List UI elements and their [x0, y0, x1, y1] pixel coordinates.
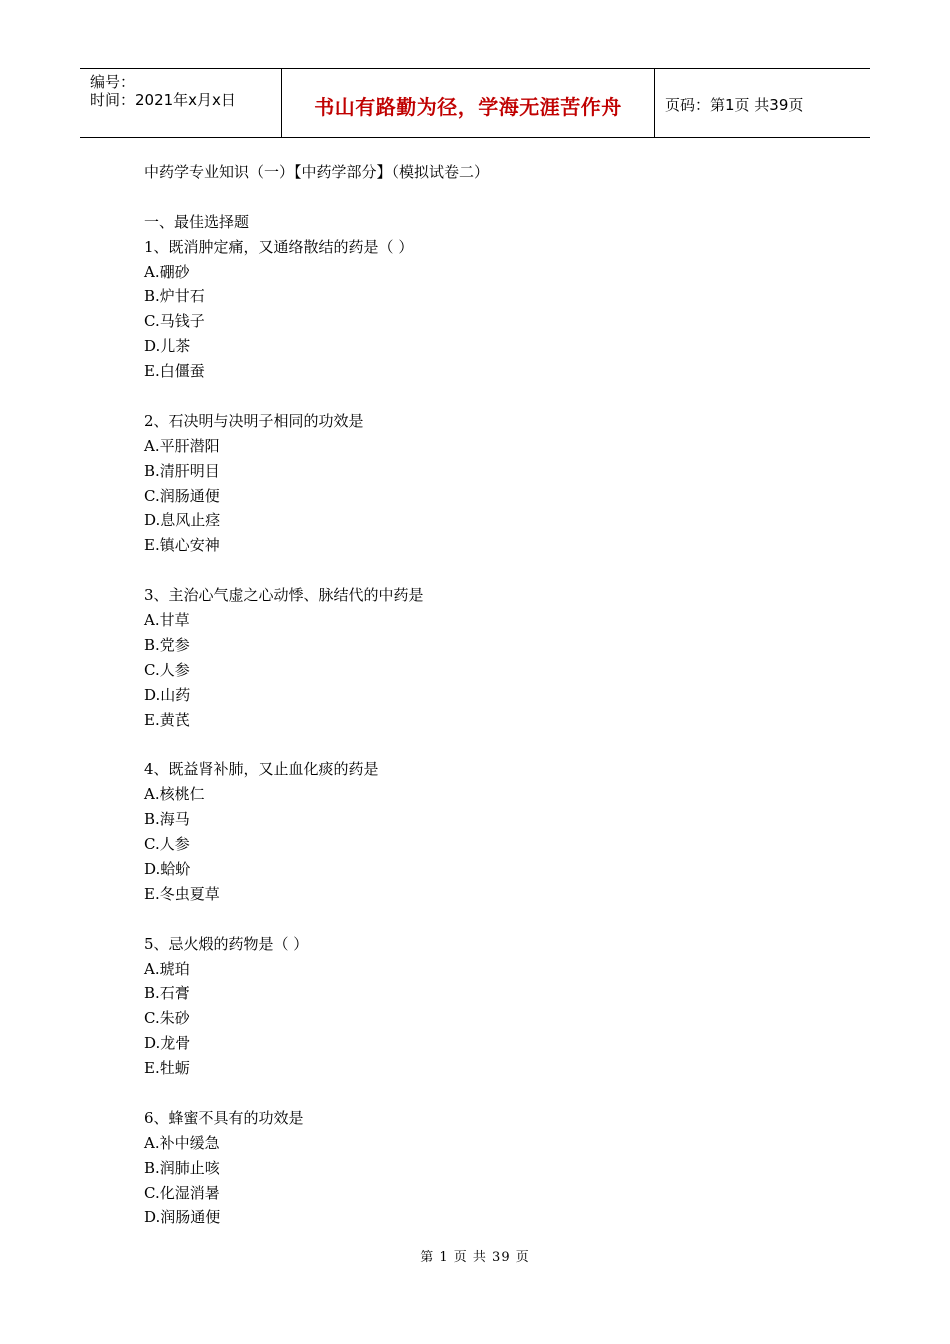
answer-option: C.人参 [144, 835, 190, 854]
answer-option: E.黄芪 [144, 710, 190, 729]
answer-option: B.润肺止咳 [144, 1158, 220, 1177]
answer-option: E.冬虫夏草 [144, 884, 220, 903]
answer-option: D.蛤蚧 [144, 859, 191, 878]
question-block [144, 1106, 844, 1230]
header-meta-cell [80, 69, 282, 137]
question-block [144, 409, 844, 583]
document-header [80, 68, 870, 138]
answer-option: B.清肝明目 [144, 461, 220, 480]
answer-option: B.炉甘石 [144, 287, 205, 306]
doc-title: 中药学专业知识（一）【中药学部分】（模拟试卷二） [144, 163, 490, 181]
header-page-cell [655, 69, 870, 137]
answer-option: A.核桃仁 [144, 785, 205, 804]
number-label: 编号： [90, 73, 136, 91]
answer-option: C.朱砂 [144, 1009, 190, 1028]
answer-option: E.牡蛎 [144, 1059, 190, 1078]
answer-option: A.琥珀 [144, 959, 190, 978]
time-label: 时间：2021年x月x日 [90, 91, 236, 109]
question-text: 3、主治心气虚之心动悸、脉结代的中药是 [144, 586, 424, 605]
answer-option: D.山药 [144, 685, 191, 704]
question-block [144, 583, 844, 757]
question-text: 4、既益肾补肺，又止血化痰的药是 [144, 760, 379, 779]
page-footer: 第 1 页 共 39 页 [420, 1250, 530, 1265]
header-page-info: 页码：第1页 共39页 [665, 96, 804, 114]
answer-option: A.平肝潜阳 [144, 436, 220, 455]
answer-option: A.甘草 [144, 611, 190, 630]
answer-option: D.龙骨 [144, 1034, 191, 1053]
question-text: 1、既消肿定痛，又通络散结的药是（ ） [144, 237, 414, 256]
question-block [144, 235, 844, 409]
question-text: 2、石决明与决明子相同的功效是 [144, 411, 364, 430]
answer-option: B.石膏 [144, 984, 190, 1003]
answer-option: B.海马 [144, 810, 190, 829]
question-list [144, 235, 844, 1231]
motto: 书山有路勤为径，学海无涯苦作舟 [314, 95, 622, 119]
question-block [144, 757, 844, 931]
question-block [144, 932, 844, 1106]
section-heading: 一、最佳选择题 [144, 212, 250, 231]
answer-option: C.人参 [144, 660, 190, 679]
answer-option: A.硼砂 [144, 262, 190, 281]
answer-option: E.镇心安神 [144, 536, 220, 555]
answer-option: C.润肠通便 [144, 486, 220, 505]
answer-option: C.化湿消暑 [144, 1183, 220, 1202]
answer-option: D.儿茶 [144, 337, 191, 356]
question-text: 5、忌火煅的药物是（ ） [144, 934, 309, 953]
answer-option: B.党参 [144, 635, 190, 654]
answer-option: C.马钱子 [144, 312, 205, 331]
answer-option: D.润肠通便 [144, 1208, 221, 1227]
answer-option: A.补中缓急 [144, 1133, 220, 1152]
answer-option: E.白僵蚕 [144, 362, 205, 381]
answer-option: D.息风止痉 [144, 511, 221, 530]
header-motto-cell [282, 69, 655, 137]
question-text: 6、蜂蜜不具有的功效是 [144, 1108, 304, 1127]
document-body [144, 160, 844, 1230]
